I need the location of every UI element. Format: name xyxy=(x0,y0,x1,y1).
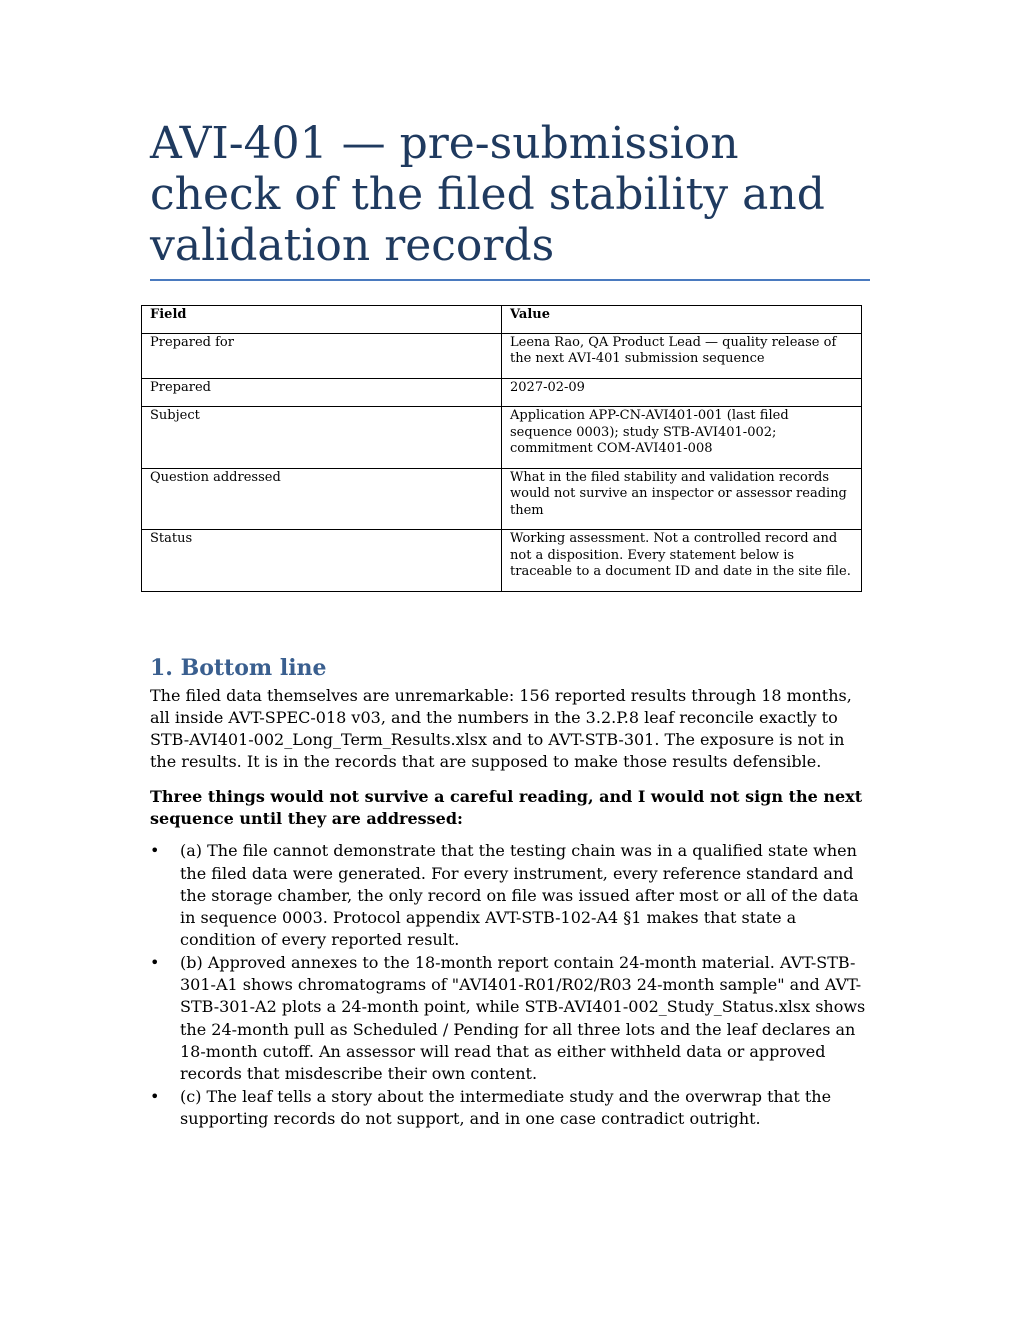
table-row xyxy=(142,468,862,530)
list-item xyxy=(150,952,870,1086)
body-paragraph: The filed data themselves are unremarkable: 156 reported results through 18 months, all inside AVT-SPEC-018 v03, and the numbers in the 3.2.P.8 leaf reconcile exactly to STB-AVI401-002_Long_Term_Results.xlsx and to AVT-STB-301. The exposure is not in the results. It is in the records that are supposed to make those results defensible. xyxy=(150,685,852,772)
list-item xyxy=(150,840,870,951)
field-cell: Status xyxy=(142,530,502,592)
list-item xyxy=(150,1086,870,1131)
value-cell: Application APP-CN-AVI401-001 (last filed sequence 0003); study STB-AVI401-002; commitment COM-AVI401-008 xyxy=(502,407,862,469)
bullet-icon: • xyxy=(150,1086,160,1106)
bullet-icon: • xyxy=(150,841,160,861)
column-header-value: Value xyxy=(502,306,862,334)
section-heading-bottom-line: 1. Bottom line xyxy=(150,654,327,681)
list-item-text: (c) The leaf tells a story about the intermediate study and the overwrap that the supporting records do not support, and in one case contradict outright. xyxy=(180,1086,832,1128)
list-item-text: (a) The file cannot demonstrate that the testing chain was in a qualified state when the filed data were generated. For every instrument, every reference standard and the storage chamber, the only record on file was issued after most or all of the data in sequence 0003. Protocol appendix AVT-STB-102-A4 §1 makes that state a condition of every reported result. xyxy=(180,841,859,950)
table-row xyxy=(142,378,862,407)
value-cell: Leena Rao, QA Product Lead — quality release of the next AVI-401 submission sequence xyxy=(502,333,862,378)
bold-paragraph: Three things would not survive a careful reading, and I would not sign the next sequence until they are addressed: xyxy=(150,786,863,828)
table-row xyxy=(142,407,862,469)
value-cell: 2027-02-09 xyxy=(502,378,862,407)
document-title: AVI-401 — pre-submission check of the filed stability and validation records xyxy=(150,118,870,281)
value-cell: What in the filed stability and validation records would not survive an inspector or assessor reading them xyxy=(502,468,862,530)
document-page xyxy=(150,118,870,1130)
field-cell: Prepared for xyxy=(142,333,502,378)
field-cell: Subject xyxy=(142,407,502,469)
table-row xyxy=(142,333,862,378)
bullet-icon: • xyxy=(150,952,160,972)
metadata-table xyxy=(141,305,862,592)
column-header-field: Field xyxy=(142,306,502,334)
field-cell: Prepared xyxy=(142,378,502,407)
table-header-row xyxy=(142,306,862,334)
bullet-list xyxy=(150,840,870,1130)
table-row xyxy=(142,530,862,592)
list-item-text: (b) Approved annexes to the 18-month report contain 24-month material. AVT-STB-301-A1 shows chromatograms of "AVI401-R01/R02/R03 24-month sample" and AVT-STB-301-A2 plots a 24-month point, while STB-AVI401-002_Study_Status.xlsx shows the 24-month pull as Scheduled / Pending for all three lots and the leaf declares an 18-month cutoff. An assessor will read that as either withheld data or approved records that misdescribe their own content. xyxy=(180,952,866,1084)
field-cell: Question addressed xyxy=(142,468,502,530)
value-cell: Working assessment. Not a controlled record and not a disposition. Every statement below is traceable to a document ID and date in the site file. xyxy=(502,530,862,592)
